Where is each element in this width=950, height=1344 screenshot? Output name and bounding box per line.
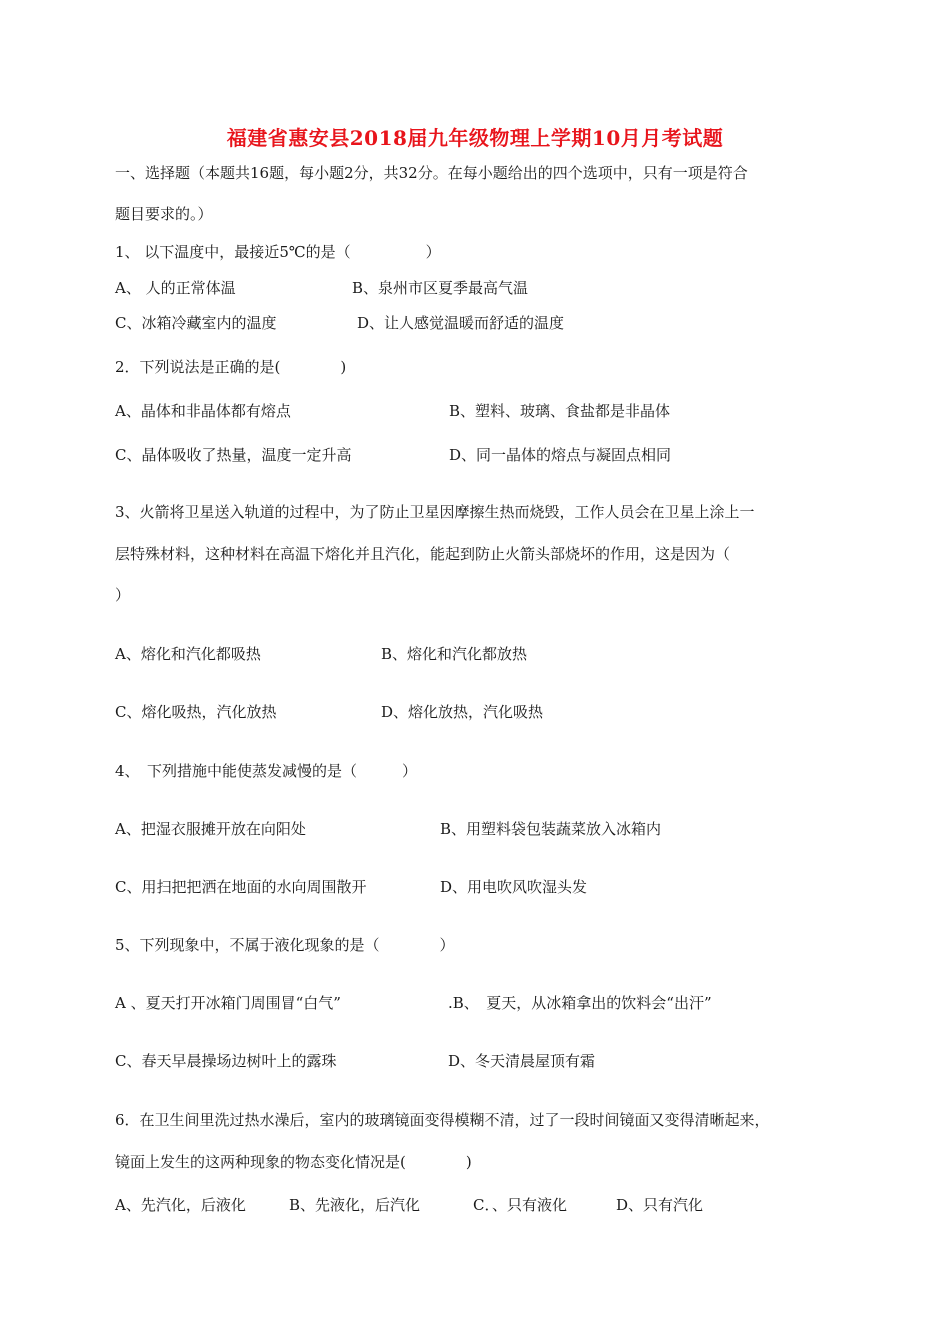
question-5-option-d: D、冬天清晨屋顶有霜 <box>448 1052 596 1070</box>
question-2-option-c: C、晶体吸收了热量，温度一定升高 <box>115 446 352 464</box>
question-3-option-b: B、熔化和汽化都放热 <box>381 645 528 663</box>
question-4-option-a: A、把湿衣服摊开放在向阳处 <box>115 820 306 838</box>
question-4-option-d: D、用电吹风吹湿头发 <box>440 878 588 896</box>
question-6-stem-line-2: 镜面上发生的这两种现象的物态变化情况是( ) <box>115 1153 472 1171</box>
question-5-stem: 5、下列现象中，不属于液化现象的是（ ） <box>115 936 455 954</box>
question-5-option-c: C、春天早晨操场边树叶上的露珠 <box>115 1052 337 1070</box>
question-2-stem: 2．下列说法是正确的是( ) <box>115 358 347 376</box>
question-6-option-d: D、只有汽化 <box>616 1196 704 1214</box>
question-6-stem-line-1: 6．在卫生间里洗过热水澡后，室内的玻璃镜面变得模糊不清，过了一段时间镜面又变得清晰起来， <box>115 1111 770 1129</box>
question-3-option-c: C、熔化吸热，汽化放热 <box>115 703 277 721</box>
question-4-stem: 4、 下列措施中能使蒸发减慢的是（ ） <box>115 762 418 780</box>
question-1-option-a: A、 人的正常体温 <box>115 279 236 297</box>
section-heading-line-2: 题目要求的。） <box>115 205 213 223</box>
question-1-stem: 1、 以下温度中，最接近5℃的是（ ） <box>115 243 441 261</box>
question-6-option-c: C．、只有液化 <box>473 1196 567 1214</box>
question-2-option-d: D、同一晶体的熔点与凝固点相同 <box>449 446 672 464</box>
question-3-stem-line-3: ） <box>115 586 131 604</box>
question-3-stem-line-2: 层特殊材料，这种材料在高温下熔化并且汽化，能起到防止火箭头部烧坏的作用，这是因为（ <box>115 545 731 563</box>
question-3-option-a: A、熔化和汽化都吸热 <box>115 645 261 663</box>
question-3-stem-line-1: 3、火箭将卫星送入轨道的过程中，为了防止卫星因摩擦生热而烧毁，工作人员会在卫星上涂上一 <box>115 503 755 521</box>
question-1-option-c: C、冰箱冷藏室内的温度 <box>115 314 277 332</box>
question-1-option-b: B、泉州市区夏季最高气温 <box>352 279 529 297</box>
section-heading-line-1: 一、选择题（本题共16题，每小题2分，共32分。在每小题给出的四个选项中，只有一项是符合 <box>115 164 748 182</box>
question-4-option-b: B、用塑料袋包装蔬菜放入冰箱内 <box>440 820 662 838</box>
exam-title: 福建省惠安县2018届九年级物理上学期10月月考试题 <box>226 126 724 150</box>
question-1-option-d: D、让人感觉温暖而舒适的温度 <box>357 314 565 332</box>
question-2-option-a: A、晶体和非晶体都有熔点 <box>115 402 291 420</box>
question-5-option-a: A 、夏天打开冰箱门周围冒“白气” <box>115 994 341 1012</box>
question-3-option-d: D、熔化放热，汽化吸热 <box>381 703 544 721</box>
question-4-option-c: C、用扫把把洒在地面的水向周围散开 <box>115 878 367 896</box>
question-2-option-b: B、塑料、玻璃、食盐都是非晶体 <box>449 402 671 420</box>
question-6-option-a: A、先汽化，后液化 <box>115 1196 246 1214</box>
question-6-option-b: B、先液化，后汽化 <box>289 1196 421 1214</box>
question-5-option-b: .B、 夏天，从冰箱拿出的饮料会“出汗” <box>448 994 712 1012</box>
